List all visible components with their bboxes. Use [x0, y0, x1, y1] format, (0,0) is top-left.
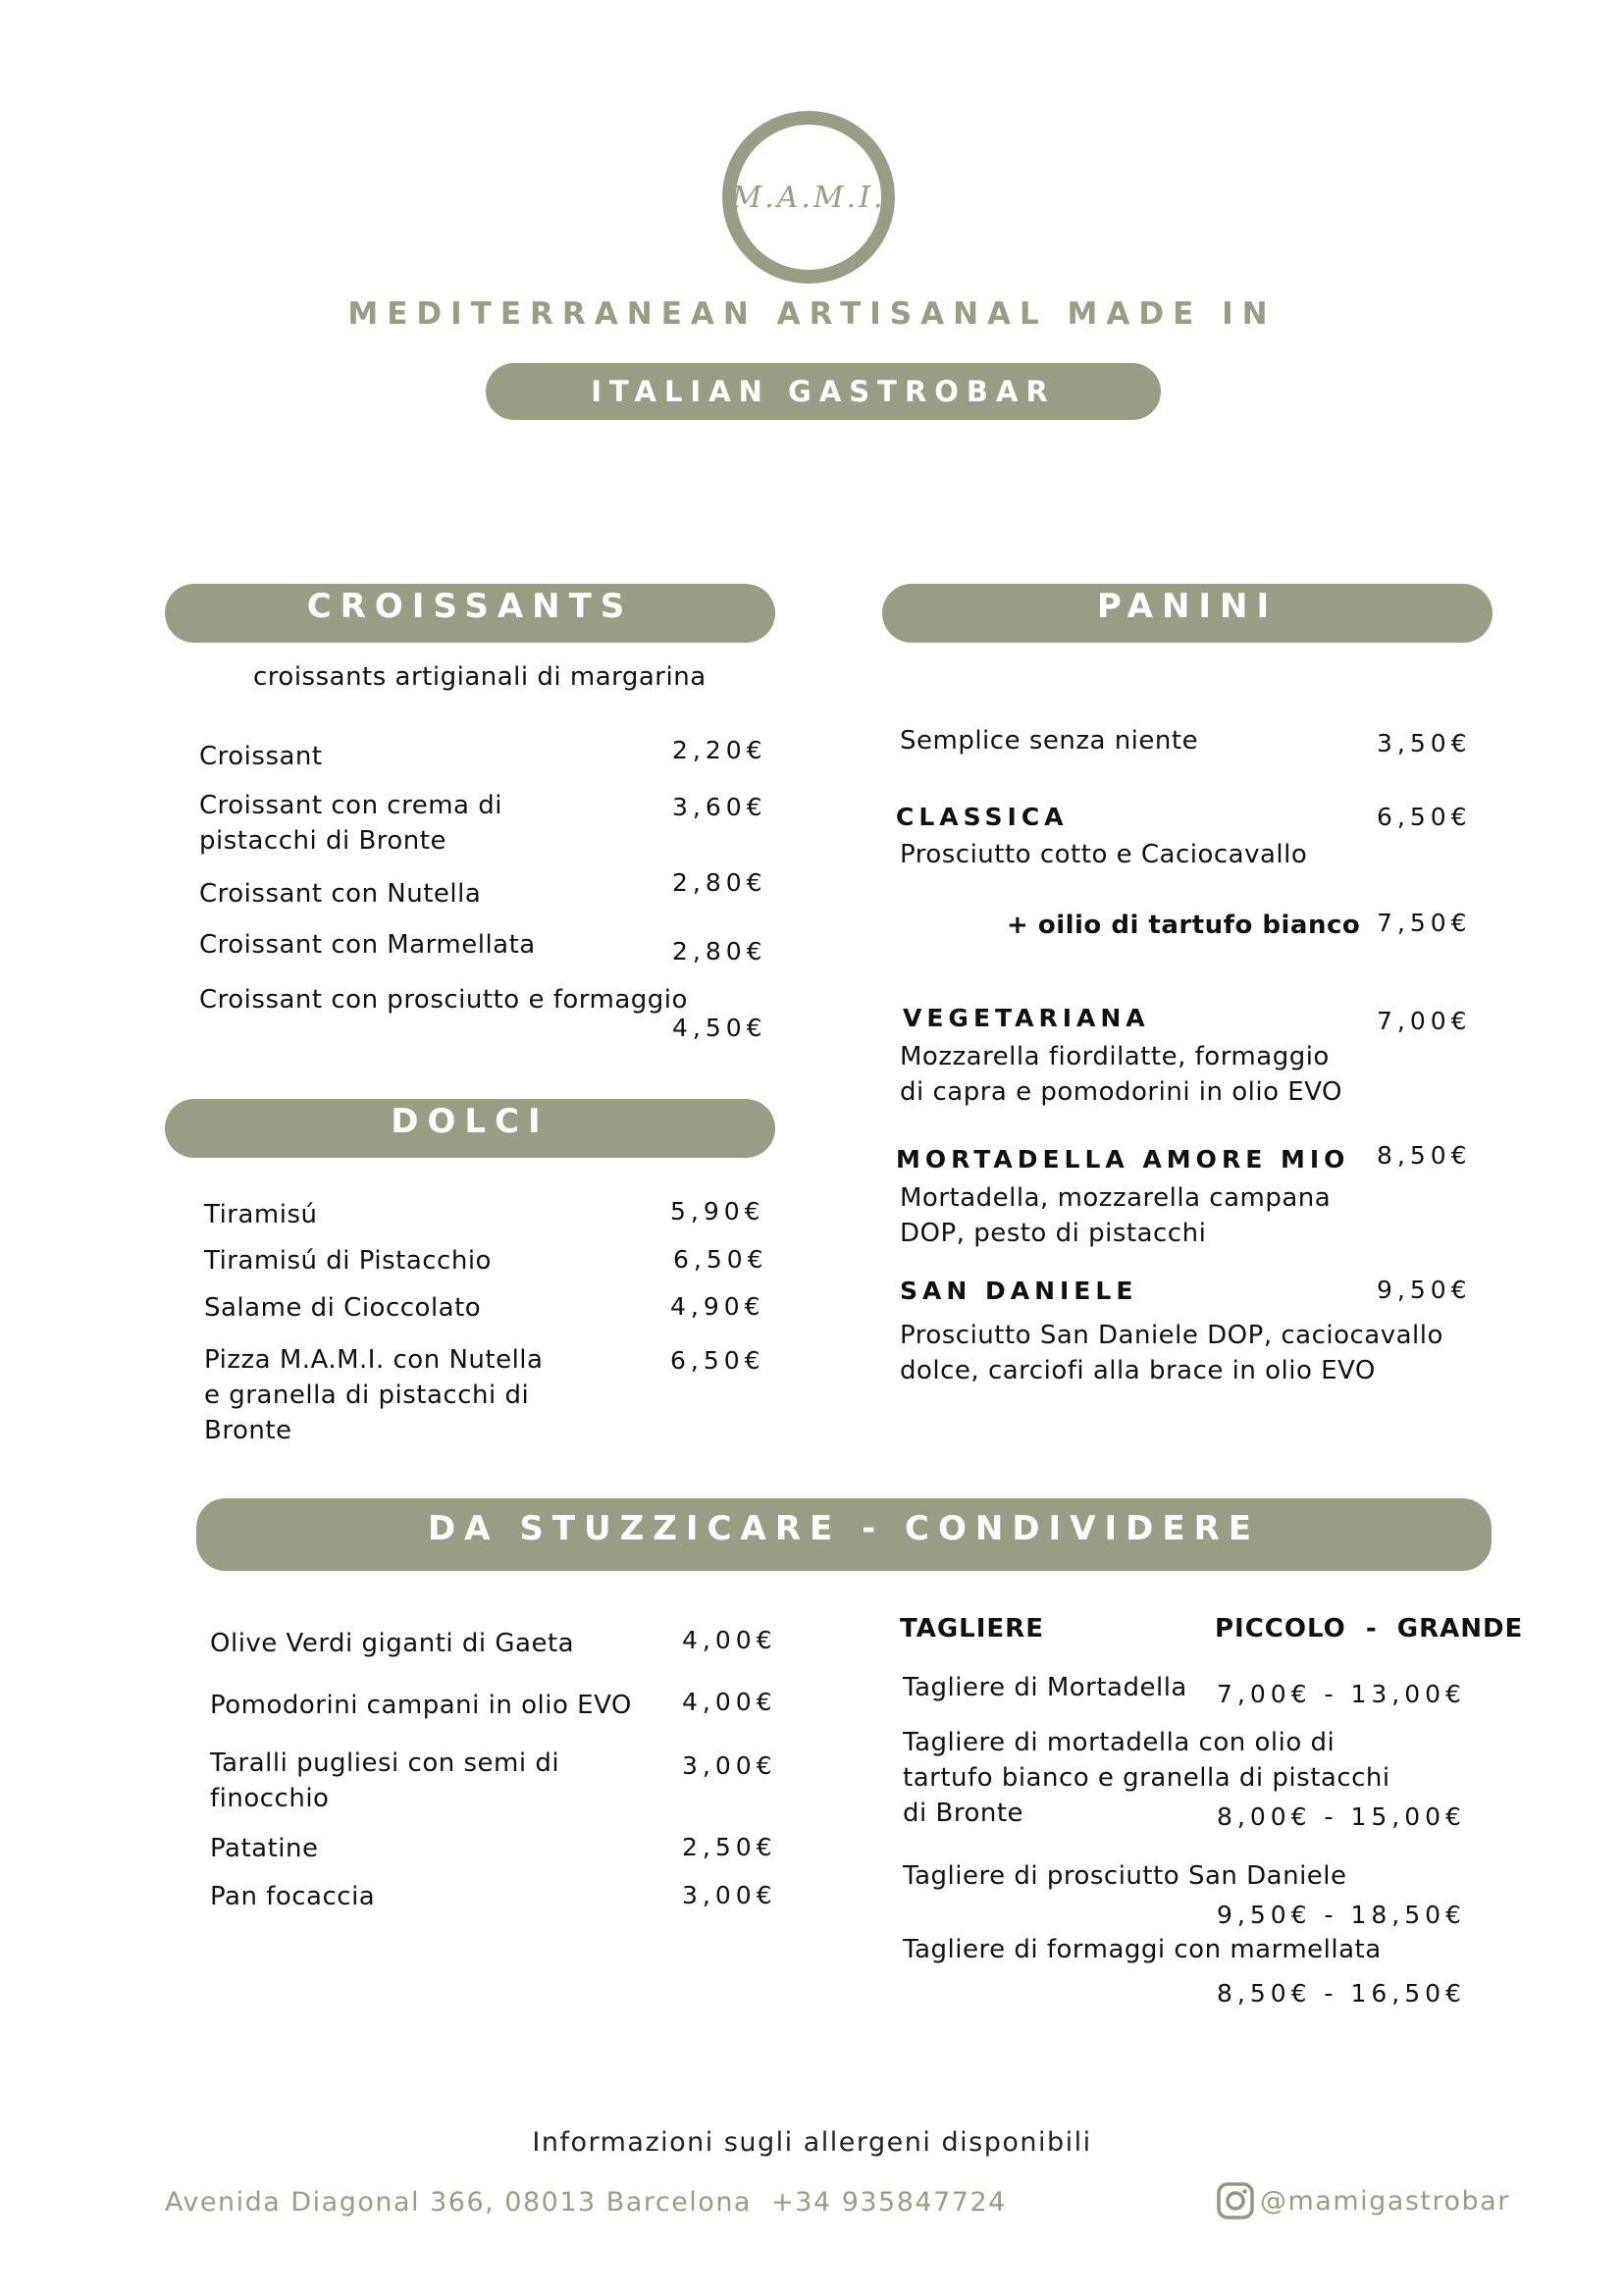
menu-item: Tiramisú di Pistacchio — [204, 1246, 492, 1276]
panino-name: CLASSICA — [896, 803, 1069, 831]
menu-item: Tagliere di formaggi con marmellata — [903, 1935, 1382, 1964]
item-price: 5,90€ — [670, 1197, 765, 1226]
menu-item: Taralli pugliesi con semi di finocchio — [210, 1748, 560, 1813]
item-price: 3,60€ — [672, 793, 767, 821]
item-price: 2,20€ — [672, 736, 767, 764]
menu-item: Croissant con prosciutto e formaggio — [199, 985, 688, 1015]
item-price: 4,90€ — [670, 1292, 765, 1321]
panino-name: VEGETARIANA — [903, 1004, 1150, 1032]
subtitle-banner: ITALIAN GASTROBAR — [486, 363, 1161, 420]
logo-text: M.A.M.I. — [731, 180, 886, 215]
tagline: MEDITERRANEAN ARTISANAL MADE IN — [347, 296, 1277, 332]
menu-item: Croissant — [199, 742, 323, 771]
item-price: 8,50€ - 16,50€ — [1217, 1979, 1466, 2008]
menu-item: + oilio di tartufo bianco — [1007, 911, 1361, 940]
item-price: 2,50€ — [682, 1833, 777, 1861]
item-price: 9,50€ — [1377, 1276, 1472, 1304]
logo — [722, 111, 895, 284]
item-price: 4,00€ — [682, 1626, 777, 1654]
menu-item: Croissant con Nutella — [199, 879, 482, 909]
menu-item: Tagliere di prosciutto San Daniele — [903, 1861, 1347, 1891]
panini-header: PANINI — [882, 584, 1493, 643]
taglieri-header-left: TAGLIERE — [900, 1614, 1044, 1644]
panino-description: Prosciutto cotto e Caciocavallo — [900, 840, 1308, 869]
menu-item: Tiramisú — [204, 1200, 318, 1229]
menu-item: Semplice senza niente — [900, 726, 1199, 756]
taglieri-header-right: PICCOLO - GRANDE — [1215, 1614, 1524, 1644]
menu-item: Pan focaccia — [210, 1882, 376, 1911]
panino-name: MORTADELLA AMORE MIO — [896, 1145, 1350, 1174]
panino-description: Prosciutto San Daniele DOP, caciocavallo dolce, carciofi alla brace in olio EVO — [900, 1321, 1443, 1385]
panino-name: SAN DANIELE — [900, 1277, 1138, 1305]
item-price: 3,00€ — [682, 1881, 777, 1909]
panino-description: Mortadella, mozzarella campana DOP, pesto di pistacchi — [900, 1183, 1332, 1248]
menu-item: Pizza M.A.M.I. con Nutella e granella di pistacchi di Bronte — [204, 1345, 544, 1445]
dolci-header: DOLCI — [165, 1099, 775, 1158]
menu-item: Salame di Cioccolato — [204, 1293, 482, 1323]
menu-item: Pomodorini campani in olio EVO — [210, 1691, 632, 1720]
croissants-header: CROISSANTS — [165, 584, 775, 643]
panino-description: Mozzarella fiordilatte, formaggio di capra e pomodorini in olio EVO — [900, 1042, 1343, 1107]
menu-item: Patatine — [210, 1834, 319, 1863]
item-price: 2,80€ — [672, 937, 767, 965]
item-price: 9,50€ - 18,50€ — [1217, 1901, 1466, 1929]
menu-item: Croissant con Marmellata — [199, 930, 536, 960]
item-price: 7,50€ — [1377, 909, 1472, 937]
item-price: 4,50€ — [672, 1014, 767, 1042]
stuzzicare-header: DA STUZZICARE - CONDIVIDERE — [196, 1498, 1492, 1571]
item-price: 6,50€ — [1377, 803, 1472, 831]
croissants-note: croissants artigianali di margarina — [253, 662, 707, 692]
menu-item: Olive Verdi giganti di Gaeta — [210, 1629, 575, 1658]
instagram-handle: @mamigastrobar — [1260, 2185, 1510, 2217]
instagram-icon — [1217, 2182, 1254, 2219]
item-price: 4,00€ — [682, 1688, 777, 1716]
address: Avenida Diagonal 366, 08013 Barcelona +34 935847724 — [165, 2187, 1007, 2218]
item-price: 7,00€ — [1377, 1007, 1472, 1035]
item-price: 7,00€ - 13,00€ — [1217, 1680, 1466, 1708]
item-price: 6,50€ — [673, 1245, 768, 1274]
item-price: 6,50€ — [670, 1346, 765, 1375]
menu-item: Croissant con crema di pistacchi di Bronte — [199, 791, 502, 856]
menu-item: Tagliere di Mortadella — [903, 1673, 1187, 1702]
item-price: 3,50€ — [1377, 729, 1472, 757]
item-price: 8,50€ — [1377, 1141, 1472, 1170]
item-price: 2,80€ — [672, 868, 767, 897]
instagram-link[interactable] — [1217, 2182, 1510, 2219]
allergens-note: Informazioni sugli allergeni disponibili — [532, 2127, 1092, 2158]
item-price: 8,00€ - 15,00€ — [1217, 1802, 1466, 1831]
menu-item: Tagliere di mortadella con olio di tartufo bianco e granella di pistacchi di Bronte — [903, 1728, 1390, 1828]
item-price: 3,00€ — [682, 1751, 777, 1780]
